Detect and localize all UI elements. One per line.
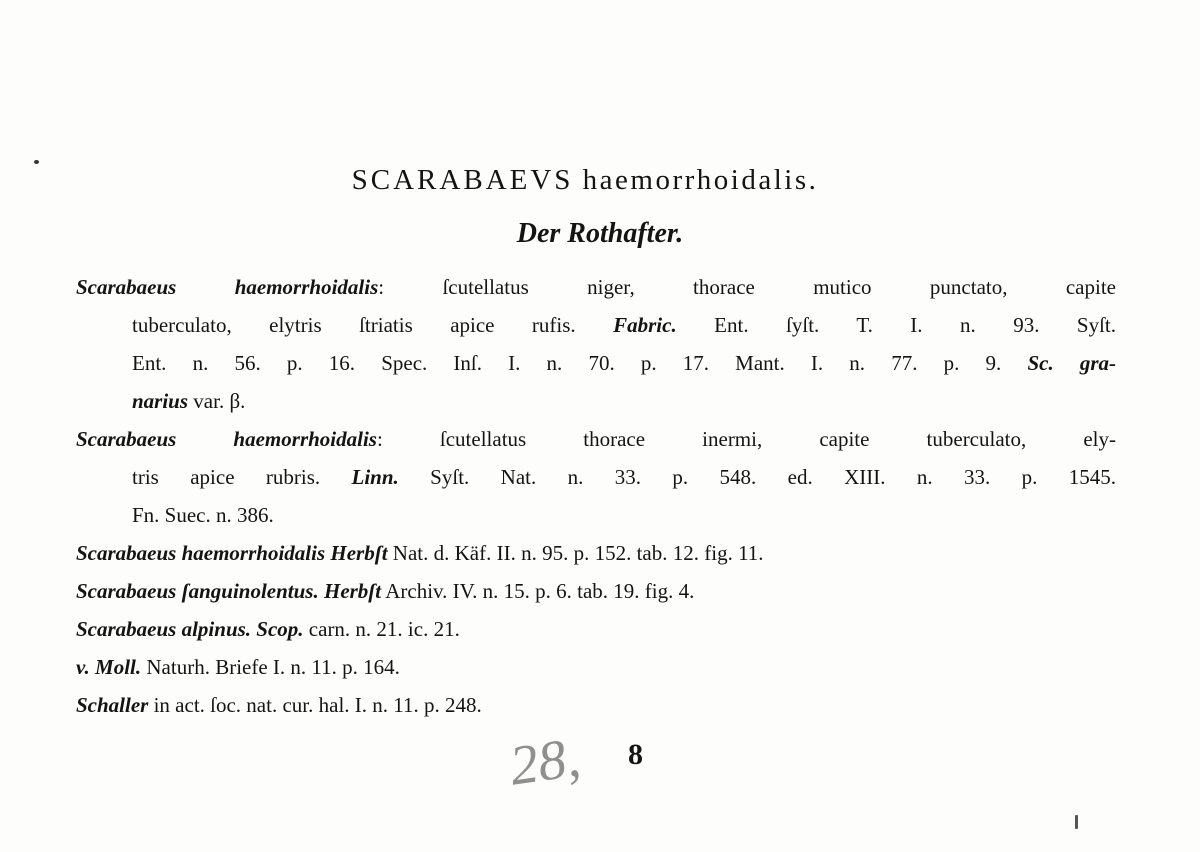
signature-mark: 8 bbox=[628, 738, 643, 771]
italic-name: narius bbox=[132, 389, 189, 413]
citation-text: Fn. Suec. n. 386. bbox=[132, 503, 274, 527]
species-name: haemorrhoidalis. bbox=[582, 164, 819, 196]
citation-entry bbox=[76, 572, 1116, 610]
citation-text: Archiv. IV. n. 15. p. 6. tab. 19. fig. 4. bbox=[381, 579, 695, 603]
citation-line bbox=[76, 344, 1116, 382]
citation-text: var. β. bbox=[188, 389, 246, 413]
citation-entry bbox=[76, 534, 1116, 572]
citation-text: Ent. ſyſt. T. I. n. 93. Syſt. bbox=[676, 313, 1116, 337]
citation-entry bbox=[76, 610, 1116, 648]
citation-line bbox=[76, 572, 1116, 610]
italic-name: Fabric. bbox=[613, 313, 677, 337]
handwritten-page-number: 28, bbox=[506, 726, 584, 798]
citation-line bbox=[76, 534, 1116, 572]
italic-name: Schaller bbox=[76, 693, 149, 717]
citation-text: Naturh. Briefe I. n. 11. p. 164. bbox=[141, 655, 400, 679]
citation-entry bbox=[76, 686, 1116, 724]
italic-name: Scarabaeus haemorrhoidalis bbox=[76, 427, 377, 451]
page-title bbox=[0, 164, 1170, 197]
citation-line bbox=[76, 648, 1116, 686]
citation-entry bbox=[76, 268, 1116, 420]
citation-line bbox=[76, 268, 1116, 306]
citation-text: : ſcutellatus niger, thorace mutico punctato, capite bbox=[378, 275, 1116, 299]
paper-speck bbox=[34, 160, 39, 164]
citation-entry bbox=[76, 648, 1116, 686]
citation-line bbox=[76, 420, 1116, 458]
genus-name: SCARABAEVS bbox=[351, 164, 574, 196]
german-common-name: Der Rothafter. bbox=[516, 218, 684, 249]
citation-text: tuberculato, elytris ſtriatis apice rufis. bbox=[132, 313, 614, 337]
italic-name: v. Moll. bbox=[76, 655, 142, 679]
citation-line bbox=[76, 686, 1116, 724]
citation-text: Nat. d. Käf. II. n. 95. p. 152. tab. 12. fig. 11. bbox=[387, 541, 764, 565]
italic-name: Scarabaeus ſanguinolentus. bbox=[76, 579, 324, 603]
citation-text: Syſt. Nat. n. 33. p. 548. ed. XIII. n. 33. p. 1545. bbox=[398, 465, 1116, 489]
italic-name: Scarabaeus alpinus. bbox=[76, 617, 257, 641]
citation-text: in act. ſoc. nat. cur. hal. I. n. 11. p. 248. bbox=[148, 693, 482, 717]
paper-speck bbox=[1075, 815, 1078, 829]
italic-name: Sc. gra- bbox=[1027, 351, 1117, 375]
citation-text: : ſcutellatus thorace inermi, capite tuberculato, ely- bbox=[376, 427, 1116, 451]
citation-line bbox=[76, 496, 1116, 534]
citation-entry bbox=[76, 420, 1116, 534]
citation-line bbox=[76, 610, 1116, 648]
citation-line bbox=[76, 382, 1116, 420]
citation-line bbox=[76, 458, 1116, 496]
italic-name: Herbſt bbox=[323, 579, 382, 603]
italic-name: Herbſt bbox=[330, 541, 388, 565]
citation-text: Ent. n. 56. p. 16. Spec. Inſ. I. n. 70. p. 17. Mant. I. n. 77. p. 9. bbox=[132, 351, 1028, 375]
italic-name: Scop. bbox=[256, 617, 304, 641]
synonymy-list bbox=[76, 268, 1116, 724]
italic-name: Scarabaeus haemorrhoidalis bbox=[76, 275, 379, 299]
italic-name: Scarabaeus haemorrhoidalis bbox=[76, 541, 331, 565]
citation-line bbox=[76, 306, 1116, 344]
italic-name: Linn. bbox=[351, 465, 399, 489]
citation-text: carn. n. 21. ic. 21. bbox=[303, 617, 460, 641]
citation-text: tris apice rubris. bbox=[132, 465, 352, 489]
